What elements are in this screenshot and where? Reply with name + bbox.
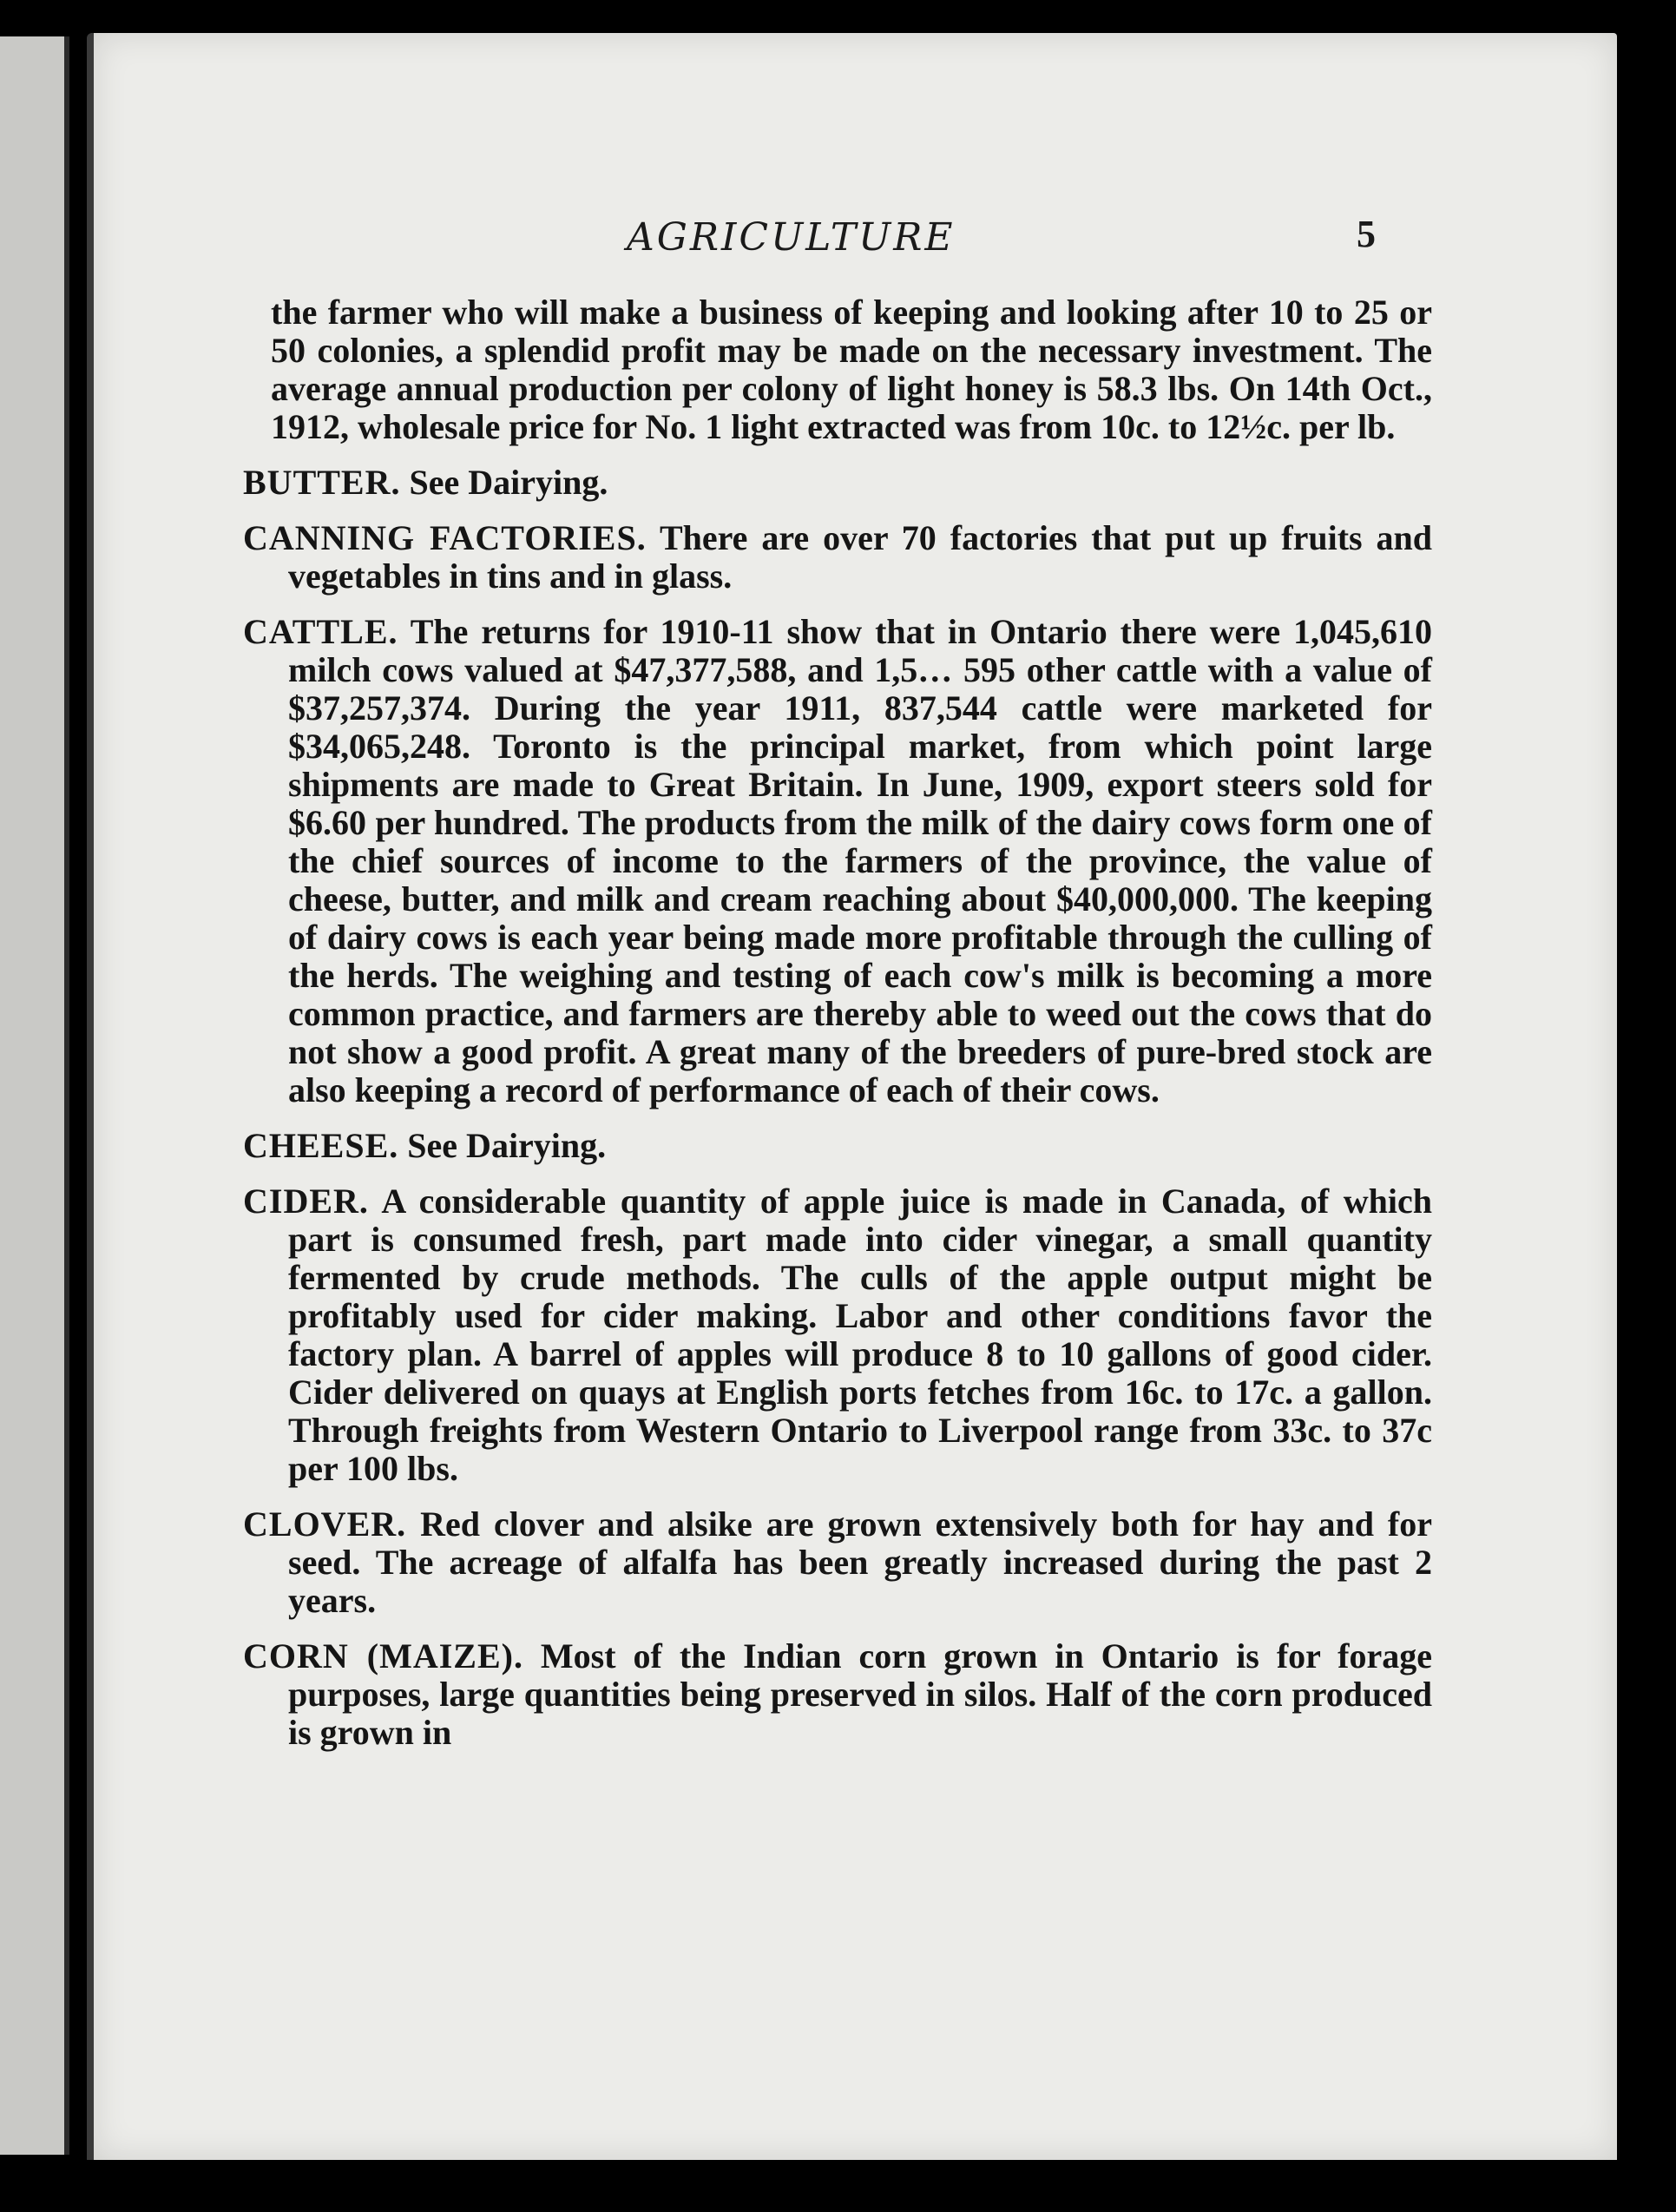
entry-corn-maize [243, 1637, 1432, 1752]
entry-term: CIDER. [243, 1182, 369, 1221]
entry-text: A considerable quantity of apple juice is made in Canada, of which part is consumed fresh, part made into cider vinegar, a small quantity fermented by crude methods. The culls of the apple output might be profitably used for cider making. Labor and other conditions favor the factory plan. A barrel of apples will produce 8 to 10 gallons of good cider. Cider delivered on quays at English ports fetches from 16c. to 17c. a gallon. Through freights from Western Ontario to Liverpool range from 33c. to 37c per 100 lbs. [288, 1182, 1433, 1488]
entry-cheese [243, 1127, 1432, 1165]
entry-cattle [243, 613, 1432, 1109]
entry-text: Red clover and alsike are grown extensively both for hay and for seed. The acreage of alfalfa has been greatly increased during the past 2 years. [288, 1504, 1433, 1620]
entry-text: See Dairying. [407, 1126, 607, 1165]
entry-term: CORN (MAIZE). [243, 1636, 523, 1675]
entry-term: BUTTER. [243, 463, 401, 502]
running-head [94, 215, 1617, 267]
entry-clover [243, 1505, 1432, 1620]
entry-canning-factories [243, 519, 1432, 596]
entry-term: CANNING FACTORIES. [243, 518, 647, 557]
entry-term: CHEESE. [243, 1126, 399, 1165]
page-number: 5 [1357, 213, 1376, 255]
entry-text: See Dairying. [409, 463, 608, 502]
entry-text: The returns for 1910-11 show that in Ontario there were 1,045,610 milch cows valued at $47,377,588, and 1,5… 595 other cattle with a value of $37,257,374. During the year 1911, 837,544 cattle were marketed for $34,065,248. Toronto is the principal market, from which point large shipments are made to Great Britain. In June, 1909, export steers sold for $6.60 per hundred. The products from the milk of the dairy cows form one of the chief sources of income to the farmers of the province, the value of cheese, butter, and milk and cream reaching about $40,000,000. The keeping of dairy cows is each year being made more profitable through the culling of the herds. The weighing and testing of each cow's milk is becoming a more common practice, and farmers are thereby able to weed out the cows that do not show a good profit. A great many of the breeders of pure-bred stock are also keeping a record of performance of each of their cows. [288, 612, 1432, 1109]
entry-butter [243, 464, 1432, 502]
entry-text: There are over 70 factories that put up fruits and vegetables in tins and in glass. [288, 518, 1433, 596]
entry-cider [243, 1182, 1432, 1488]
entry-term: CATTLE. [243, 612, 398, 651]
body-text [243, 293, 1432, 1769]
book-page [87, 33, 1617, 2160]
entry-text: Most of the Indian corn grown in Ontario is for forage purposes, large quantities being preserved in silos. Half of the corn produced is grown in [288, 1636, 1432, 1752]
previous-page-edge [0, 36, 69, 2155]
continuation-paragraph: the farmer who will make a business of keeping and looking after 10 to 25 or 50 colonies, a splendid profit may be made on the necessary investment. The average annual production per colony of light honey is 58.3 lbs. On 14th Oct., 1912, wholesale price for No. 1 light extracted was from 10c. to 12½c. per lb. [271, 293, 1432, 446]
entry-term: CLOVER. [243, 1504, 407, 1544]
running-title: AGRICULTURE [627, 215, 956, 260]
